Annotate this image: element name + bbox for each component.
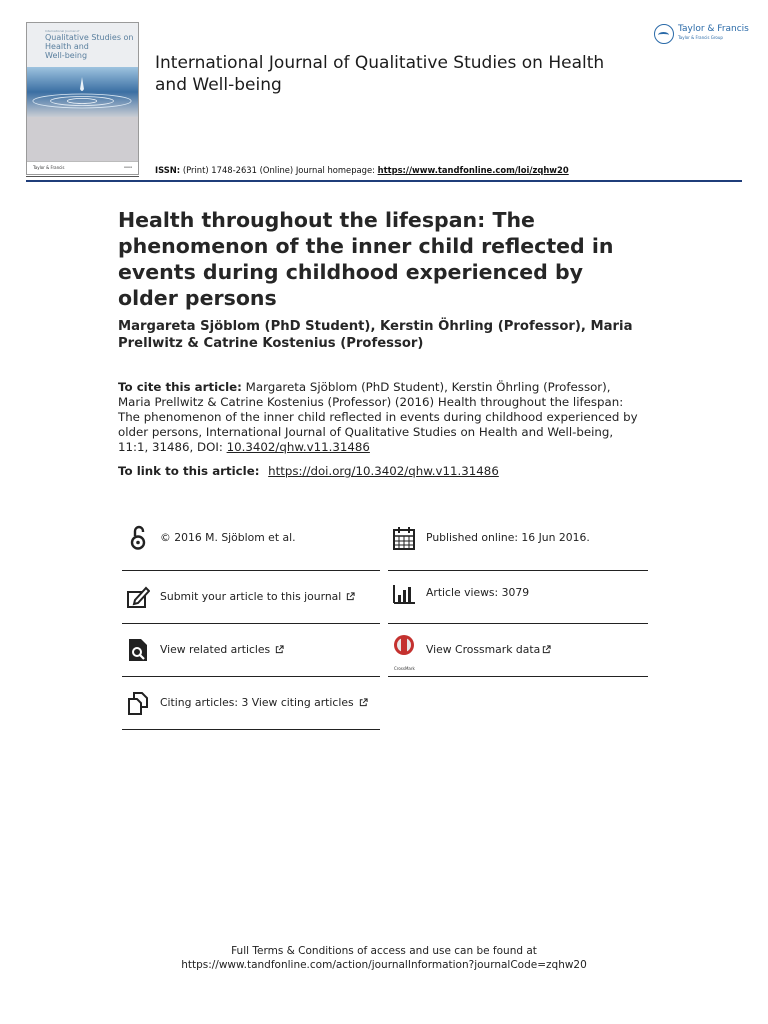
issn-text: (Print) 1748-2631 (Online) Journal homepage: bbox=[182, 165, 375, 175]
bar-chart-icon bbox=[392, 581, 416, 607]
crossmark-icon bbox=[392, 634, 416, 664]
external-link-icon bbox=[542, 645, 551, 654]
copyright-text: © 2016 M. Sjöblom et al. bbox=[160, 531, 296, 544]
cover-title bbox=[45, 29, 139, 60]
issn-line bbox=[155, 165, 569, 175]
related-articles-link[interactable] bbox=[160, 643, 284, 656]
terms-footer bbox=[0, 944, 768, 972]
divider-row0-left bbox=[122, 517, 380, 571]
edit-icon bbox=[126, 584, 150, 610]
footer-line1: Full Terms & Conditions of access and use can be found at bbox=[231, 945, 537, 957]
article-title: Health throughout the lifespan: The phenomenon of the inner child reflected in events during childhood experienced by older persons bbox=[118, 208, 614, 310]
article-doi-link[interactable]: https://doi.org/10.3402/qhw.v11.31486 bbox=[268, 464, 499, 478]
submit-article-link[interactable] bbox=[160, 590, 355, 603]
taylor-francis-logo-icon bbox=[654, 24, 674, 44]
external-link-icon bbox=[359, 698, 368, 707]
citing-articles-link[interactable] bbox=[160, 696, 368, 709]
water-drop-image bbox=[27, 67, 138, 117]
cite-doi-link[interactable]: 10.3402/qhw.v11.31486 bbox=[226, 440, 370, 454]
published-text: Published online: 16 Jun 2016. bbox=[426, 531, 590, 544]
divider-row0-right bbox=[388, 517, 648, 571]
article-authors: Margareta Sjöblom (PhD Student), Kerstin Öhrling (Professor), Maria Prellwitz & Catrine Kostenius (Professor) bbox=[118, 319, 633, 351]
citing-articles-item[interactable] bbox=[122, 677, 380, 730]
external-link-icon bbox=[346, 592, 355, 601]
article-views-item bbox=[388, 571, 648, 624]
journal-cover bbox=[26, 22, 139, 175]
journal-homepage-link[interactable]: https://www.tandfonline.com/loi/zqhw20 bbox=[377, 165, 569, 175]
crossmark-link[interactable] bbox=[426, 643, 551, 656]
footer-terms-link[interactable]: https://www.tandfonline.com/action/journalInformation?journalCode=zqhw20 bbox=[181, 959, 587, 971]
cover-publisher: Taylor & Francis bbox=[33, 165, 65, 170]
logo-name: Taylor & Francis bbox=[678, 24, 749, 34]
citation-block bbox=[118, 380, 638, 455]
submit-text: Submit your article to this journal bbox=[160, 590, 342, 603]
cover-title-line2: Health and bbox=[45, 42, 89, 51]
related-text: View related articles bbox=[160, 643, 271, 656]
crossmark-text: View Crossmark data bbox=[426, 643, 541, 656]
logo-group: Taylor & Francis Group bbox=[678, 35, 723, 40]
external-link-icon bbox=[275, 645, 284, 654]
crossmark-item[interactable] bbox=[388, 624, 648, 677]
header-divider bbox=[26, 180, 742, 182]
journal-title: International Journal of Qualitative Studies on Health and Well-being bbox=[155, 53, 605, 95]
cover-footer bbox=[27, 161, 138, 174]
article-info-grid bbox=[122, 512, 648, 734]
cite-label: To cite this article: bbox=[118, 380, 242, 394]
cite-text: Margareta Sjöblom (PhD Student), Kerstin Öhrling (Professor), Maria Prellwitz & Catrine Kostenius (Professor) (2016) Health throughout the lifespan: The phenomenon of the inner child reflected in events during childhood experienced by older persons, International Journal of Qualitative Studies on Health and Well-being, 11:1, 31486, DOI: bbox=[118, 380, 638, 454]
link-label: To link to this article: bbox=[118, 464, 260, 478]
cover-divider bbox=[26, 176, 139, 177]
related-articles-item[interactable] bbox=[122, 624, 380, 677]
cover-title-line3: Well-being bbox=[45, 51, 88, 60]
citing-articles-icon bbox=[126, 690, 150, 716]
article-link-line bbox=[118, 464, 638, 478]
citing-text: Citing articles: 3 View citing articles bbox=[160, 696, 354, 709]
issn-label: ISSN: bbox=[155, 165, 181, 175]
cover-title-line1: Qualitative Studies on bbox=[45, 33, 134, 42]
search-document-icon bbox=[126, 637, 150, 663]
taylor-francis-logo[interactable] bbox=[654, 22, 754, 46]
cover-issue-number: ▪▪▪▪ bbox=[123, 165, 132, 169]
cover-small-text: International Journal of bbox=[45, 29, 80, 33]
article-views-text: Article views: 3079 bbox=[426, 586, 530, 599]
submit-article-item[interactable] bbox=[122, 571, 380, 624]
crossmark-caption: CrossMark bbox=[394, 666, 415, 671]
